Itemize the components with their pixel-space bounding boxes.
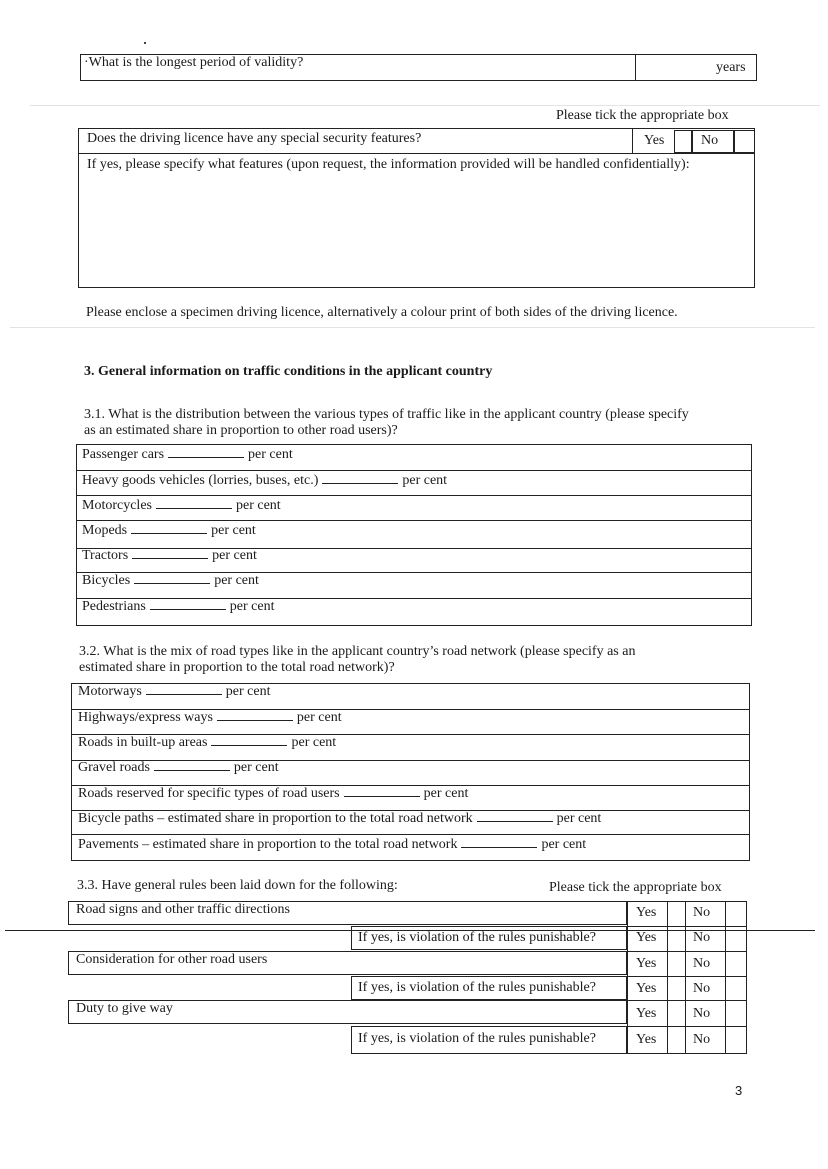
road-row-gravel: Gravel roads per cent bbox=[78, 760, 279, 775]
road-row-reserved: Roads reserved for specific types of road users per cent bbox=[78, 786, 469, 801]
rule-road-signs-punishable-no-checkbox[interactable] bbox=[726, 927, 746, 950]
scan-mark bbox=[144, 42, 146, 44]
rule-give-way-followup-label: If yes, is violation of the rules punishable? bbox=[358, 1031, 596, 1046]
gravel-input[interactable] bbox=[154, 759, 230, 771]
traffic-row-bicycles: Bicycles per cent bbox=[82, 573, 259, 588]
motorways-input[interactable] bbox=[146, 683, 222, 695]
yes-label: Yes bbox=[636, 905, 657, 920]
passenger-cars-input[interactable] bbox=[168, 446, 244, 458]
traffic-row-pedestrians: Pedestrians per cent bbox=[82, 599, 275, 614]
q32-text-line2: estimated share in proportion to the total road network)? bbox=[79, 660, 395, 675]
heavy-goods-input[interactable] bbox=[322, 472, 398, 484]
no-label: No bbox=[693, 930, 711, 945]
pavements-input[interactable] bbox=[461, 836, 537, 848]
road-row-motorways: Motorways per cent bbox=[78, 684, 271, 699]
rule-road-signs-followup-label: If yes, is violation of the rules punishable? bbox=[358, 930, 596, 945]
rule-give-way-punishable-no-checkbox[interactable] bbox=[726, 1027, 746, 1053]
section-3-heading: 3. General information on traffic conditions in the applicant country bbox=[84, 364, 493, 379]
tractors-input[interactable] bbox=[132, 547, 208, 559]
enclose-note: Please enclose a specimen driving licence, alternatively a colour print of both sides of the driving licence. bbox=[86, 305, 678, 320]
rule-road-signs-punishable-yes-checkbox[interactable] bbox=[668, 927, 684, 950]
rule-consideration-label: Consideration for other road users bbox=[76, 952, 268, 967]
validity-question: ·What is the longest period of validity? bbox=[84, 55, 304, 70]
q33-tick-note: Please tick the appropriate box bbox=[549, 880, 722, 895]
reserved-roads-input[interactable] bbox=[344, 785, 420, 797]
built-up-input[interactable] bbox=[211, 734, 287, 746]
yes-label: Yes bbox=[636, 930, 657, 945]
rule-road-signs-no-checkbox[interactable] bbox=[726, 902, 746, 925]
rule-road-signs-yes-checkbox[interactable] bbox=[668, 902, 684, 925]
security-no-label: No bbox=[701, 133, 719, 148]
q32-text-line1: 3.2. What is the mix of road types like in the applicant country’s road network (please specify as an bbox=[79, 644, 636, 659]
highways-input[interactable] bbox=[217, 709, 293, 721]
mopeds-input[interactable] bbox=[131, 522, 207, 534]
security-no-checkbox[interactable] bbox=[734, 130, 755, 153]
security-specify-label: If yes, please specify what features (upon request, the information provided will be handled confidentially): bbox=[87, 157, 690, 172]
rule-give-way-punishable-yes-checkbox[interactable] bbox=[668, 1027, 684, 1053]
q31-text-line2: as an estimated share in proportion to other road users)? bbox=[84, 423, 398, 438]
bicycle-paths-input[interactable] bbox=[477, 810, 553, 822]
road-row-bicycle-paths: Bicycle paths – estimated share in proportion to the total road network per cent bbox=[78, 811, 602, 826]
rule-road-signs-label: Road signs and other traffic directions bbox=[76, 902, 290, 917]
rule-consideration-followup-label: If yes, is violation of the rules punishable? bbox=[358, 980, 596, 995]
traffic-row-passenger-cars: Passenger cars per cent bbox=[82, 447, 293, 462]
security-yes-label: Yes bbox=[644, 133, 665, 148]
yes-label: Yes bbox=[636, 1032, 657, 1047]
no-label: No bbox=[693, 981, 711, 996]
security-question: Does the driving licence have any special security features? bbox=[87, 131, 422, 146]
no-label: No bbox=[693, 1006, 711, 1021]
security-specify-field[interactable] bbox=[80, 176, 753, 286]
rule-give-way-yes-checkbox[interactable] bbox=[668, 1001, 684, 1025]
rule-give-way-label: Duty to give way bbox=[76, 1001, 173, 1016]
security-yes-checkbox[interactable] bbox=[674, 130, 692, 153]
traffic-row-tractors: Tractors per cent bbox=[82, 548, 257, 563]
road-row-highways: Highways/express ways per cent bbox=[78, 710, 342, 725]
no-label: No bbox=[693, 1032, 711, 1047]
tick-note: Please tick the appropriate box bbox=[556, 108, 729, 123]
motorcycles-input[interactable] bbox=[156, 497, 232, 509]
pedestrians-input[interactable] bbox=[150, 598, 226, 610]
no-label: No bbox=[693, 905, 711, 920]
page-number: 3 bbox=[735, 1083, 743, 1098]
road-row-pavements: Pavements – estimated share in proportion to the total road network per cent bbox=[78, 837, 587, 852]
yes-label: Yes bbox=[636, 981, 657, 996]
validity-years-input[interactable]: years bbox=[716, 60, 746, 75]
rule-consideration-no-checkbox[interactable] bbox=[726, 952, 746, 975]
traffic-row-motorcycles: Motorcycles per cent bbox=[82, 498, 281, 513]
rule-give-way-no-checkbox[interactable] bbox=[726, 1001, 746, 1025]
q33-text: 3.3. Have general rules been laid down for the following: bbox=[77, 878, 398, 893]
yes-label: Yes bbox=[636, 1006, 657, 1021]
traffic-row-mopeds: Mopeds per cent bbox=[82, 523, 256, 538]
road-row-built-up: Roads in built-up areas per cent bbox=[78, 735, 337, 750]
rule-consideration-punishable-no-checkbox[interactable] bbox=[726, 977, 746, 999]
yes-label: Yes bbox=[636, 956, 657, 971]
bicycles-input[interactable] bbox=[134, 572, 210, 584]
no-label: No bbox=[693, 956, 711, 971]
rule-consideration-yes-checkbox[interactable] bbox=[668, 952, 684, 975]
rule-consideration-punishable-yes-checkbox[interactable] bbox=[668, 977, 684, 999]
q31-text-line1: 3.1. What is the distribution between the various types of traffic like in the applicant country (please specify bbox=[84, 407, 689, 422]
traffic-row-heavy-goods: Heavy goods vehicles (lorries, buses, etc.) per cent bbox=[82, 473, 448, 488]
